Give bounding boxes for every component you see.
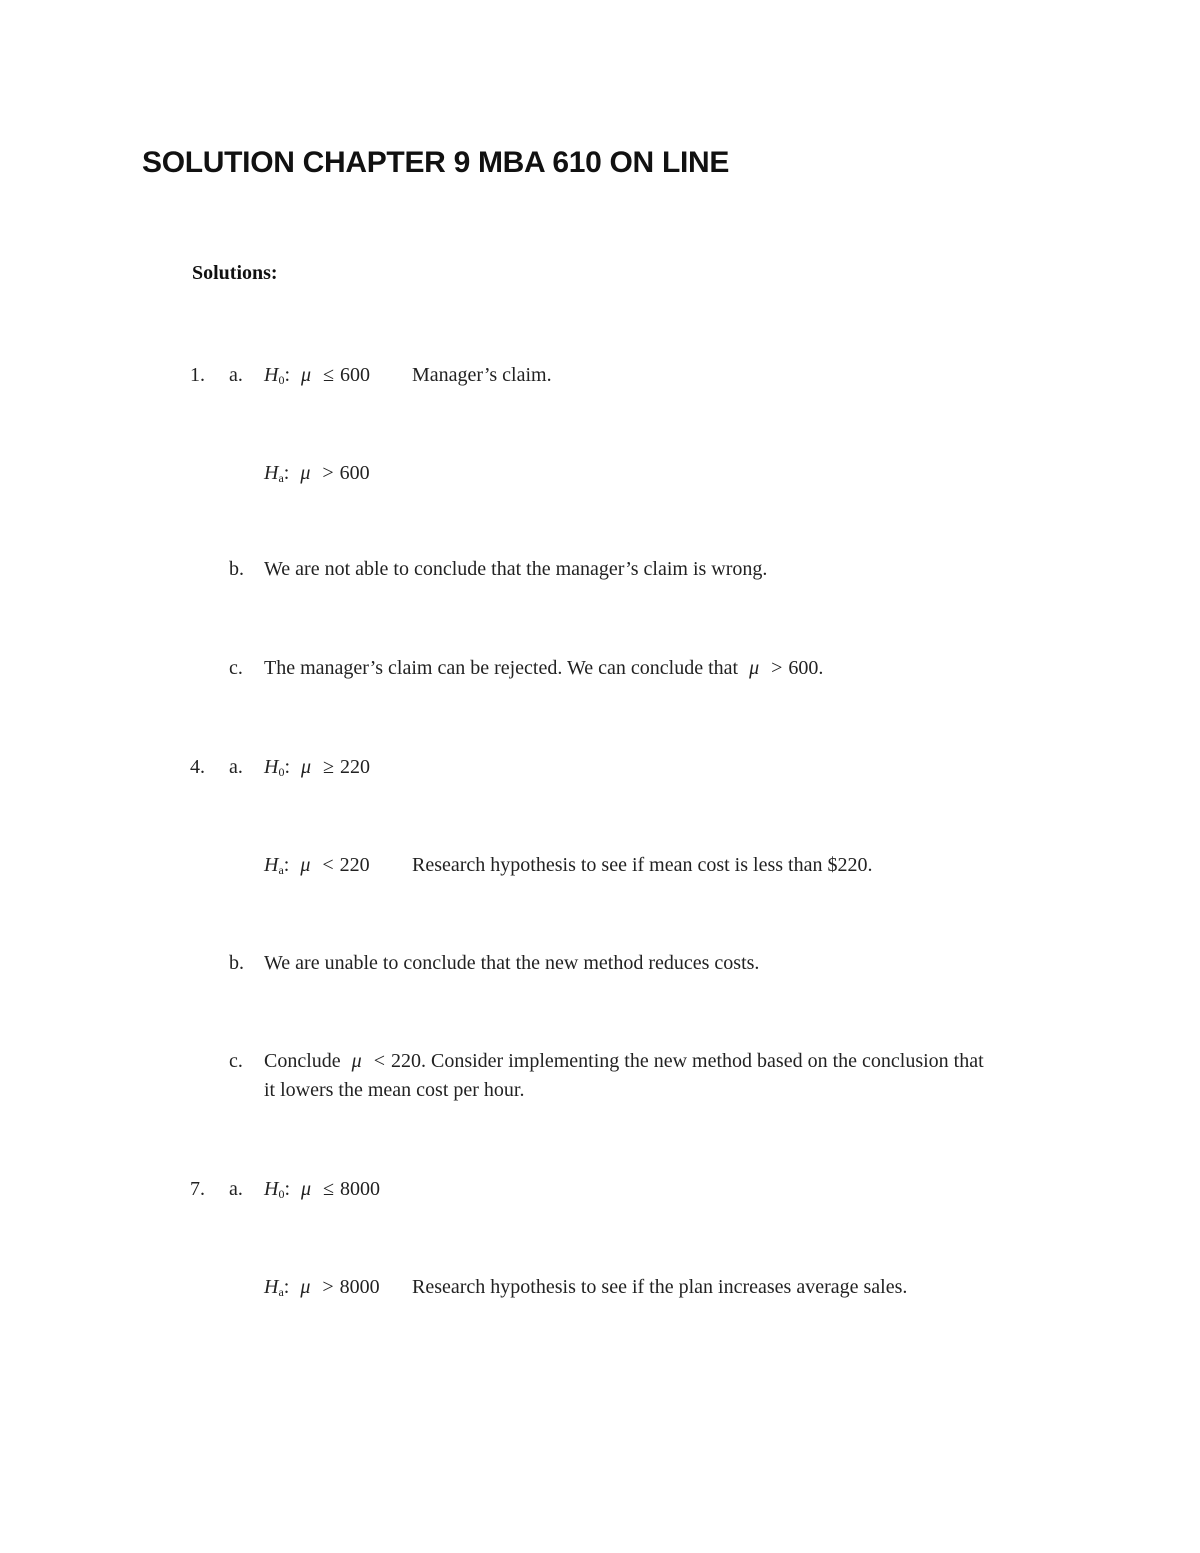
relation-operator: <: [373, 1050, 385, 1072]
mu-symbol: μ: [301, 1178, 312, 1200]
mu-symbol: μ: [301, 364, 312, 386]
mu-symbol: μ: [300, 1276, 311, 1298]
page-title: SOLUTION CHAPTER 9 MBA 610 ON LINE: [142, 146, 730, 179]
hypothesis-symbol: H: [264, 1178, 279, 1200]
text-segment: The manager’s claim can be rejected. We can conclude that: [264, 657, 739, 679]
mu-symbol: μ: [301, 756, 312, 778]
problem-4c-text-line2: it lowers the mean cost per hour.: [264, 1079, 525, 1101]
hypothesis-subscript: 0: [278, 373, 285, 387]
section-heading: Solutions:: [192, 262, 278, 284]
problem-4c-letter: c.: [229, 1050, 243, 1072]
problem-4a-alt-hypothesis: $H_a$: μ < 220: [264, 851, 370, 884]
problem-4a-alt-note: Research hypothesis to see if mean cost is less than $220.: [412, 854, 873, 876]
problem-1-number: 1.: [190, 364, 205, 386]
hypothesis-symbol: H: [264, 854, 279, 876]
problem-7a-alt-hypothesis: $H_a$: μ > 8000: [264, 1273, 380, 1306]
problem-7a-letter: a.: [229, 1178, 243, 1200]
problem-1b-letter: b.: [229, 558, 244, 580]
relation-operator: >: [771, 657, 783, 679]
relation-operator: ≤: [323, 364, 335, 386]
problem-1a-null-note: Manager’s claim.: [412, 364, 552, 386]
hypothesis-value: 600: [340, 364, 371, 386]
hypothesis-subscript: a: [278, 1285, 284, 1299]
hypothesis-subscript: a: [278, 471, 284, 485]
relation-operator: <: [322, 854, 334, 876]
relation-operator: ≤: [323, 1178, 335, 1200]
relation-operator: >: [322, 1276, 334, 1298]
hypothesis-value: 220: [339, 854, 370, 876]
problem-1b-text: We are not able to conclude that the manager’s claim is wrong.: [264, 558, 768, 580]
problem-4a-letter: a.: [229, 756, 243, 778]
hypothesis-symbol: H: [264, 756, 279, 778]
hypothesis-subscript: 0: [278, 765, 285, 779]
mu-symbol: μ: [300, 462, 311, 484]
mu-symbol: μ: [351, 1050, 362, 1072]
hypothesis-value: 220: [340, 756, 371, 778]
text-segment: Conclude: [264, 1050, 341, 1072]
problem-4a-null-hypothesis: $H_0$: μ ≥ 220: [264, 753, 370, 786]
problem-1c-text: [264, 654, 823, 682]
problem-1c-letter: c.: [229, 657, 243, 679]
mu-symbol: μ: [749, 657, 760, 679]
problem-4c-text: [264, 1047, 984, 1075]
problem-4b-letter: b.: [229, 952, 244, 974]
problem-4b-text: We are unable to conclude that the new method reduces costs.: [264, 952, 760, 974]
hypothesis-symbol: H: [264, 462, 279, 484]
mu-symbol: μ: [300, 854, 311, 876]
problem-7a-alt-note: Research hypothesis to see if the plan increases average sales.: [412, 1276, 908, 1298]
problem-7a-null-hypothesis: $H_0$: μ ≤ 8000: [264, 1175, 380, 1208]
problem-7-number: 7.: [190, 1178, 205, 1200]
text-segment: 220. Consider implementing the new method based on the conclusion that: [390, 1050, 984, 1072]
relation-operator: ≥: [323, 756, 335, 778]
hypothesis-value: 600: [339, 462, 370, 484]
problem-1a-letter: a.: [229, 364, 243, 386]
hypothesis-symbol: H: [264, 1276, 279, 1298]
problem-1a-alt-hypothesis: $H_a$: μ > 600: [264, 459, 370, 492]
hypothesis-subscript: 0: [278, 1187, 285, 1201]
hypothesis-value: 8000: [340, 1178, 381, 1200]
hypothesis-value: 8000: [339, 1276, 380, 1298]
text-segment: 600.: [788, 657, 824, 679]
problem-1a-null-hypothesis: $H_0$: μ ≤ 600: [264, 361, 370, 394]
hypothesis-symbol: H: [264, 364, 279, 386]
hypothesis-subscript: a: [278, 863, 284, 877]
relation-operator: >: [322, 462, 334, 484]
problem-4-number: 4.: [190, 756, 205, 778]
